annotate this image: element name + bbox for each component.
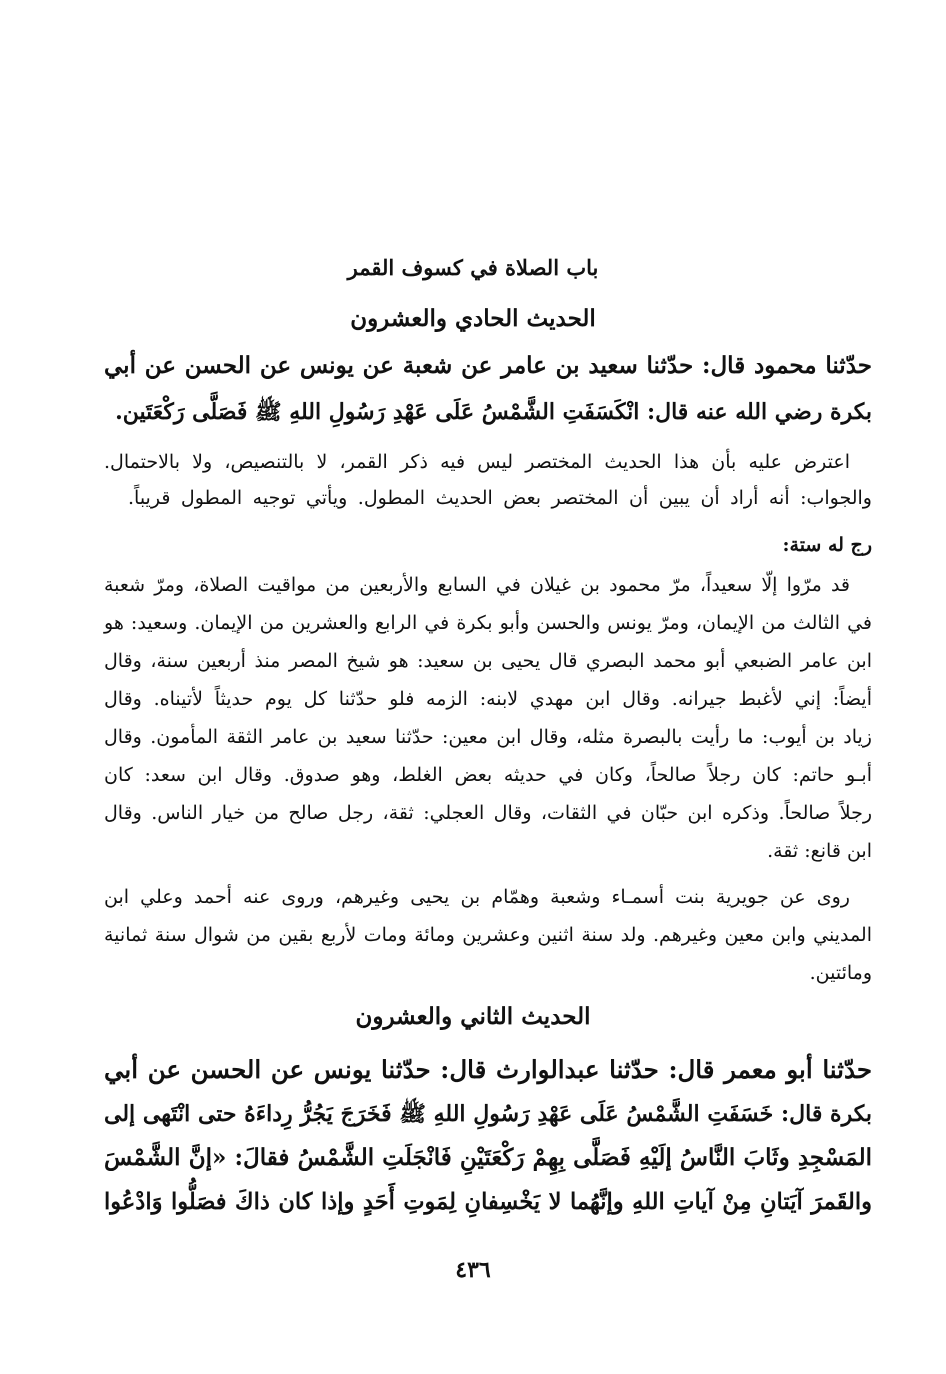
hadith-21-line: حدّثنا محمود قال: حدّثنا سعيد بن عامر عن شعبة عن يونس عن الحسن عن أبي	[104, 352, 872, 379]
hadith-22-heading: الحديث الثاني والعشرون	[355, 1003, 591, 1030]
narrators-line: أبـو حاتم: كان رجلاً صالحاً، وكان في حديثه بعض الغلط، وهو صدوق. وقال ابن سعد: كان	[104, 764, 872, 786]
narrators-line: ابن عامر الضبعي أبو محمد البصري قال يحيى بن سعيد: هو شيخ المصر منذ أربعين سنة، وقال	[104, 650, 872, 672]
page-number: ٤٣٦	[455, 1257, 491, 1283]
narrators-line: ابن قانع: ثقة.	[767, 840, 872, 862]
hadith-22-line: حدّثنا أبو معمر قال: حدّثنا عبدالوارث قال: حدّثنا يونس عن الحسن عن أبي	[104, 1055, 872, 1084]
hadith-22-line: والقَمرَ آيَتانِ مِنْ آياتِ اللهِ وإنَّهُما لا يَخْسِفانِ لِمَوتِ أَحَدٍ وإذا كان ذاكَ فصَلُّوا وَادْعُوا	[104, 1189, 872, 1215]
narrators-line: قد مرّوا إلّا سعيداً، مرّ محمود بن غيلان في السابع والأربعين من مواقيت الصلاة، ومرّ شعبة	[104, 574, 850, 596]
narrations-line: ومائتين.	[809, 962, 872, 984]
narrators-line: زياد بن أيوب: ما رأيت بالبصرة مثله، وقال ابن معين: حدّثنا سعيد بن عامر الثقة المأمون. وقال	[104, 726, 872, 748]
answer-line: والجواب: أنه أراد أن يبين أن المختصر بعض الحديث المطول. ويأتي توجيه المطول قريباً.	[128, 487, 872, 509]
objection-line: اعترض عليه بأن هذا الحديث المختصر ليس فيه ذكر القمر، لا بالتنصيص، ولا بالاحتمال.	[104, 451, 850, 473]
narrators-label: رج له ستة:	[782, 534, 872, 556]
narrations-line: المديني وابن معين وغيرهم. ولد سنة اثنين وعشرين ومائة ومات لأربع بقين من شوال سنة ثمانية	[104, 924, 872, 946]
hadith-21-line: بكرة رضي الله عنه قال: انْكَسَفَتِ الشَّمْسُ عَلَى عَهْدِ رَسُولِ اللهِ ﷺ فَصَلَّى رَكْعَتَين.	[115, 399, 872, 425]
narrators-line: أيضاً: إني لأغبط جيرانه. وقال ابن مهدي لابنه: الزمه فلو حدّثنا كل يوم حديثاً لأتيناه. وقال	[104, 688, 872, 710]
narrators-line: في الثالث من الإيمان، ومرّ يونس والحسن وأبو بكرة في الرابع والعشرين من الإيمان. وسعيد: هو	[104, 612, 872, 634]
hadith-22-line: المَسْجِدِ وثَابَ النَّاسُ إلَيْهِ فَصَلَّى بِهِمْ رَكْعَتَيْنِ فَانْجَلَتِ الشَّمْسُ فقالَ: «إنَّ الشَّمْسَ	[104, 1144, 872, 1171]
narrations-line: روى عن جويرية بنت أسمـاء وشعبة وهمّام بن يحيى وغيرهم، وروى عنه أحمد وعلي ابن	[104, 886, 850, 908]
narrators-line: رجلاً صالحاً. وذكره ابن حبّان في الثقات، وقال العجلي: ثقة، رجل صالح من خيار الناس. وقال	[104, 802, 872, 824]
hadith-21-heading: الحديث الحادي والعشرون	[350, 305, 596, 332]
chapter-title: باب الصلاة في كسوف القمر	[347, 255, 599, 280]
hadith-22-line: بكرة قال: خَسَفَتِ الشَّمْسُ عَلَى عَهْدِ رَسُولِ اللهِ ﷺ فَخَرَجَ يَجُرُّ رِداءَهُ حتى انْتَهى إلى	[104, 1101, 872, 1127]
